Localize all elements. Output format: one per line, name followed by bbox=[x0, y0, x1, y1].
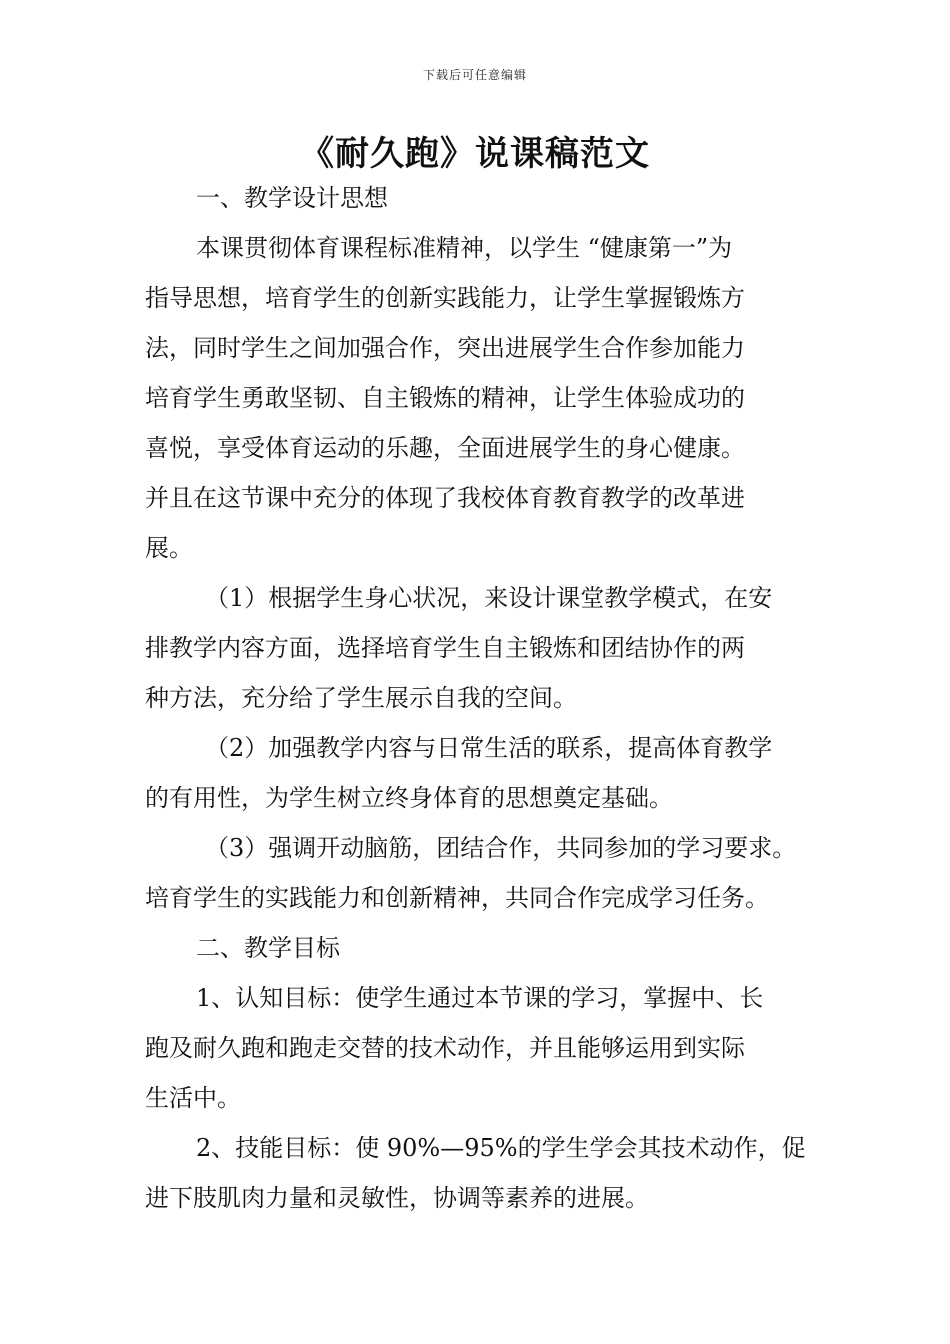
paragraph-line: （1）根据学生身心状况，来设计课堂教学模式，在安 bbox=[205, 584, 773, 612]
document-title: 《耐久跑》说课稿范文 bbox=[300, 134, 650, 174]
paragraph-line: 并且在这节课中充分的体现了我校体育教育教学的改革进 bbox=[145, 484, 745, 512]
paragraph-line: 培育学生的实践能力和创新精神，共同合作完成学习任务。 bbox=[145, 884, 769, 912]
paragraph-line: 本课贯彻体育课程标准精神，以学生 “健康第一”为 bbox=[196, 234, 733, 262]
paragraph-line: 跑及耐久跑和跑走交替的技术动作，并且能够运用到实际 bbox=[145, 1034, 745, 1062]
paragraph-line: 培育学生勇敢坚韧、自主锻炼的精神，让学生体验成功的 bbox=[145, 384, 745, 412]
paragraph-line: 指导思想，培育学生的创新实践能力，让学生掌握锻炼方 bbox=[145, 284, 745, 312]
header-note: 下载后可任意编辑 bbox=[422, 68, 527, 82]
paragraph-line: 种方法，充分给了学生展示自我的空间。 bbox=[145, 684, 577, 712]
section-heading: 二、教学目标 bbox=[196, 934, 340, 962]
paragraph-line: 生活中。 bbox=[145, 1084, 241, 1112]
paragraph-line: （3）强调开动脑筋，团结合作，共同参加的学习要求。 bbox=[205, 834, 797, 862]
section-heading: 一、教学设计思想 bbox=[196, 184, 388, 212]
paragraph-line: 展。 bbox=[145, 534, 193, 562]
paragraph-line: 的有用性，为学生树立终身体育的思想奠定基础。 bbox=[145, 784, 673, 812]
paragraph-line: 进下肢肌肉力量和灵敏性，协调等素养的进展。 bbox=[145, 1184, 649, 1212]
paragraph-line: 法，同时学生之间加强合作，突出进展学生合作参加能力 bbox=[145, 334, 745, 362]
paragraph-line: 排教学内容方面，选择培育学生自主锻炼和团结协作的两 bbox=[145, 634, 745, 662]
paragraph-line: 2、技能目标：使 90%—95%的学生学会其技术动作，促 bbox=[196, 1134, 806, 1162]
paragraph-line: （2）加强教学内容与日常生活的联系，提高体育教学 bbox=[205, 734, 773, 762]
paragraph-line: 喜悦，享受体育运动的乐趣，全面进展学生的身心健康。 bbox=[145, 434, 745, 462]
paragraph-line: 1、认知目标：使学生通过本节课的学习，掌握中、长 bbox=[196, 984, 764, 1012]
